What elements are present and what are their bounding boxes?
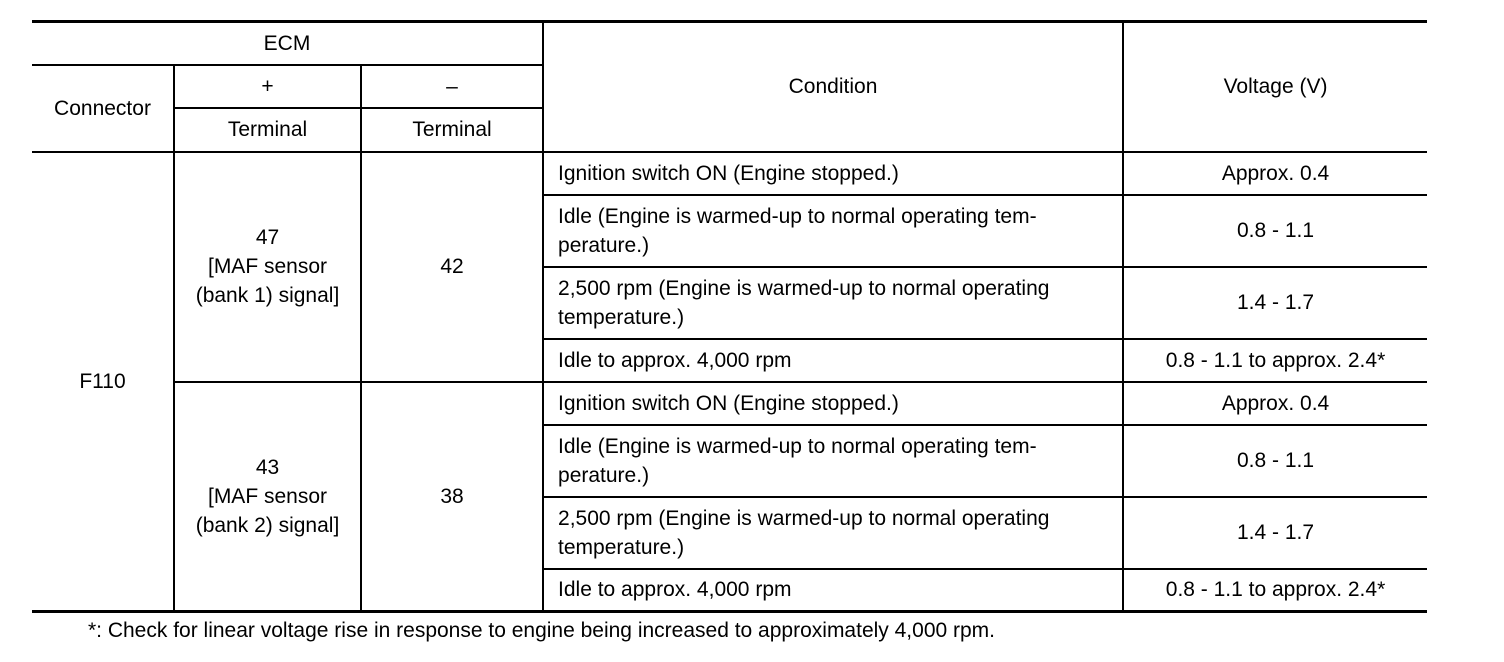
plus-terminal-cell bbox=[174, 382, 361, 612]
plus-terminal-cell bbox=[174, 152, 361, 382]
minus-header: – bbox=[361, 65, 543, 108]
voltage-header: Voltage (V) bbox=[1123, 22, 1427, 152]
ecm-terminal-voltage-table bbox=[32, 20, 1427, 613]
minus-terminal-cell: 38 bbox=[361, 382, 543, 612]
terminal-minus-header: Terminal bbox=[361, 108, 543, 152]
condition-cell: 2,500 rpm (Engine is warmed-up to normal operating temperature.) bbox=[543, 497, 1123, 569]
voltage-cell: 1.4 - 1.7 bbox=[1123, 497, 1427, 569]
plus-terminal-desc: (bank 2) signal] bbox=[195, 513, 340, 537]
voltage-cell: 0.8 - 1.1 to approx. 2.4* bbox=[1123, 339, 1427, 382]
condition-cell: Ignition switch ON (Engine stopped.) bbox=[543, 152, 1123, 195]
plus-terminal-number: 43 bbox=[255, 455, 280, 479]
plus-terminal-desc: (bank 1) signal] bbox=[195, 284, 340, 307]
voltage-cell: 0.8 - 1.1 bbox=[1123, 195, 1427, 267]
plus-terminal-number: 47 bbox=[255, 226, 280, 249]
condition-cell: Ignition switch ON (Engine stopped.) bbox=[543, 382, 1123, 425]
connector-header: Connector bbox=[32, 65, 174, 152]
plus-header: + bbox=[174, 65, 361, 108]
voltage-cell: Approx. 0.4 bbox=[1123, 152, 1427, 195]
plus-terminal-desc: [MAF sensor bbox=[207, 255, 328, 278]
terminal-plus-header: Terminal bbox=[174, 108, 361, 152]
ecm-header: ECM bbox=[32, 22, 543, 65]
condition-cell: Idle (Engine is warmed-up to normal operating tem-perature.) bbox=[543, 425, 1123, 497]
condition-header: Condition bbox=[543, 22, 1123, 152]
condition-cell: Idle to approx. 4,000 rpm bbox=[543, 339, 1123, 382]
table-row bbox=[32, 382, 1427, 425]
condition-cell: Idle (Engine is warmed-up to normal operating tem-perature.) bbox=[543, 195, 1123, 267]
footnote: *: Check for linear voltage rise in response to engine being increased to approximately 4,000 rpm. bbox=[88, 619, 996, 642]
condition-cell: 2,500 rpm (Engine is warmed-up to normal operating temperature.) bbox=[543, 267, 1123, 339]
plus-terminal-desc: [MAF sensor bbox=[207, 484, 328, 508]
voltage-cell: 0.8 - 1.1 to approx. 2.4* bbox=[1123, 569, 1427, 612]
table-row bbox=[32, 152, 1427, 195]
voltage-cell: Approx. 0.4 bbox=[1123, 382, 1427, 425]
voltage-cell: 1.4 - 1.7 bbox=[1123, 267, 1427, 339]
voltage-cell: 0.8 - 1.1 bbox=[1123, 425, 1427, 497]
minus-terminal-cell: 42 bbox=[361, 152, 543, 382]
condition-cell: Idle to approx. 4,000 rpm bbox=[543, 569, 1123, 612]
connector-cell: F110 bbox=[32, 152, 174, 612]
